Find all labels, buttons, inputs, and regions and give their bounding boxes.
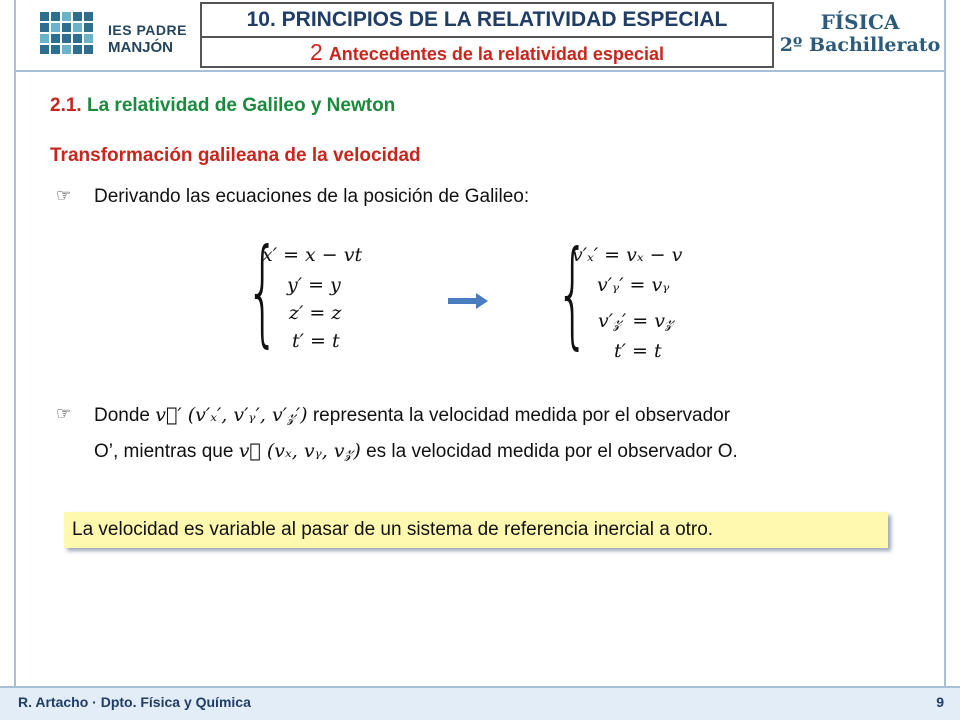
section-title: Antecedentes de la relatividad especial xyxy=(328,44,664,64)
eq-vz: v′𝓏′ = v𝓏 xyxy=(598,310,674,332)
eq-vy: v′ᵧ′ = vᵧ xyxy=(597,274,670,296)
section-heading xyxy=(50,95,395,117)
eq-t2: t′ = t xyxy=(614,340,662,362)
eq-vx: v′ₓ′ = vₓ − v xyxy=(572,244,683,266)
right-arrow-icon xyxy=(448,291,488,311)
logo-line1: IES PADRE xyxy=(108,22,187,38)
title-box xyxy=(200,2,774,68)
section-title-row xyxy=(202,36,772,66)
page-number: 9 xyxy=(936,694,944,710)
eq-z: z′ = z xyxy=(289,302,342,324)
bullet2-line2-prefix: O’, mientras que xyxy=(94,441,234,462)
bullet2-prefix: Donde xyxy=(94,405,150,426)
bullet2-line2 xyxy=(94,440,738,463)
pointing-hand-icon: ☞ xyxy=(56,404,72,423)
heading-title: La relatividad de Galileo y Newton xyxy=(86,95,396,116)
left-brace-icon: { xyxy=(556,226,590,361)
section-number: 2 xyxy=(310,39,323,65)
bullet2-line2-suffix: es la velocidad medida por el observador O. xyxy=(366,441,738,462)
eq-y: y′ = y xyxy=(287,274,341,296)
left-brace-icon: { xyxy=(246,224,280,359)
subheading: Transformación galileana de la velocidad xyxy=(50,145,421,166)
eq-x: x′ = x − vt xyxy=(262,244,363,266)
footer xyxy=(0,686,960,720)
course-name: 2º Bachillerato xyxy=(779,34,941,56)
school-logo xyxy=(22,4,198,66)
subject-name: FÍSICA xyxy=(820,10,900,34)
bullet2-math1: v⃗′ (v′ₓ′, v′ᵧ′, v′𝓏′) xyxy=(155,404,308,426)
bullet2-line1 xyxy=(94,404,730,427)
footer-author: R. Artacho · Dpto. Física y Química xyxy=(18,694,251,710)
eq-t: t′ = t xyxy=(292,330,340,352)
logo-mark xyxy=(40,12,93,54)
pointing-hand-icon: ☞ xyxy=(56,186,72,205)
conclusion-box: La velocidad es variable al pasar de un sistema de referencia inercial a otro. xyxy=(64,512,888,548)
bullet2-math2: v⃗ (vₓ, vᵧ, v𝓏) xyxy=(238,440,361,462)
subject-badge xyxy=(776,2,944,68)
header-divider xyxy=(14,70,946,72)
unit-title: 10. PRINCIPIOS DE LA RELATIVIDAD ESPECIAL xyxy=(202,4,772,38)
logo-text xyxy=(108,22,187,56)
heading-number: 2.1. xyxy=(50,95,82,116)
bullet2-suffix: representa la velocidad medida por el observador xyxy=(312,405,731,426)
logo-line2: MANJÓN xyxy=(108,39,174,56)
bullet1-text: Derivando las ecuaciones de la posición de Galileo: xyxy=(94,186,530,207)
